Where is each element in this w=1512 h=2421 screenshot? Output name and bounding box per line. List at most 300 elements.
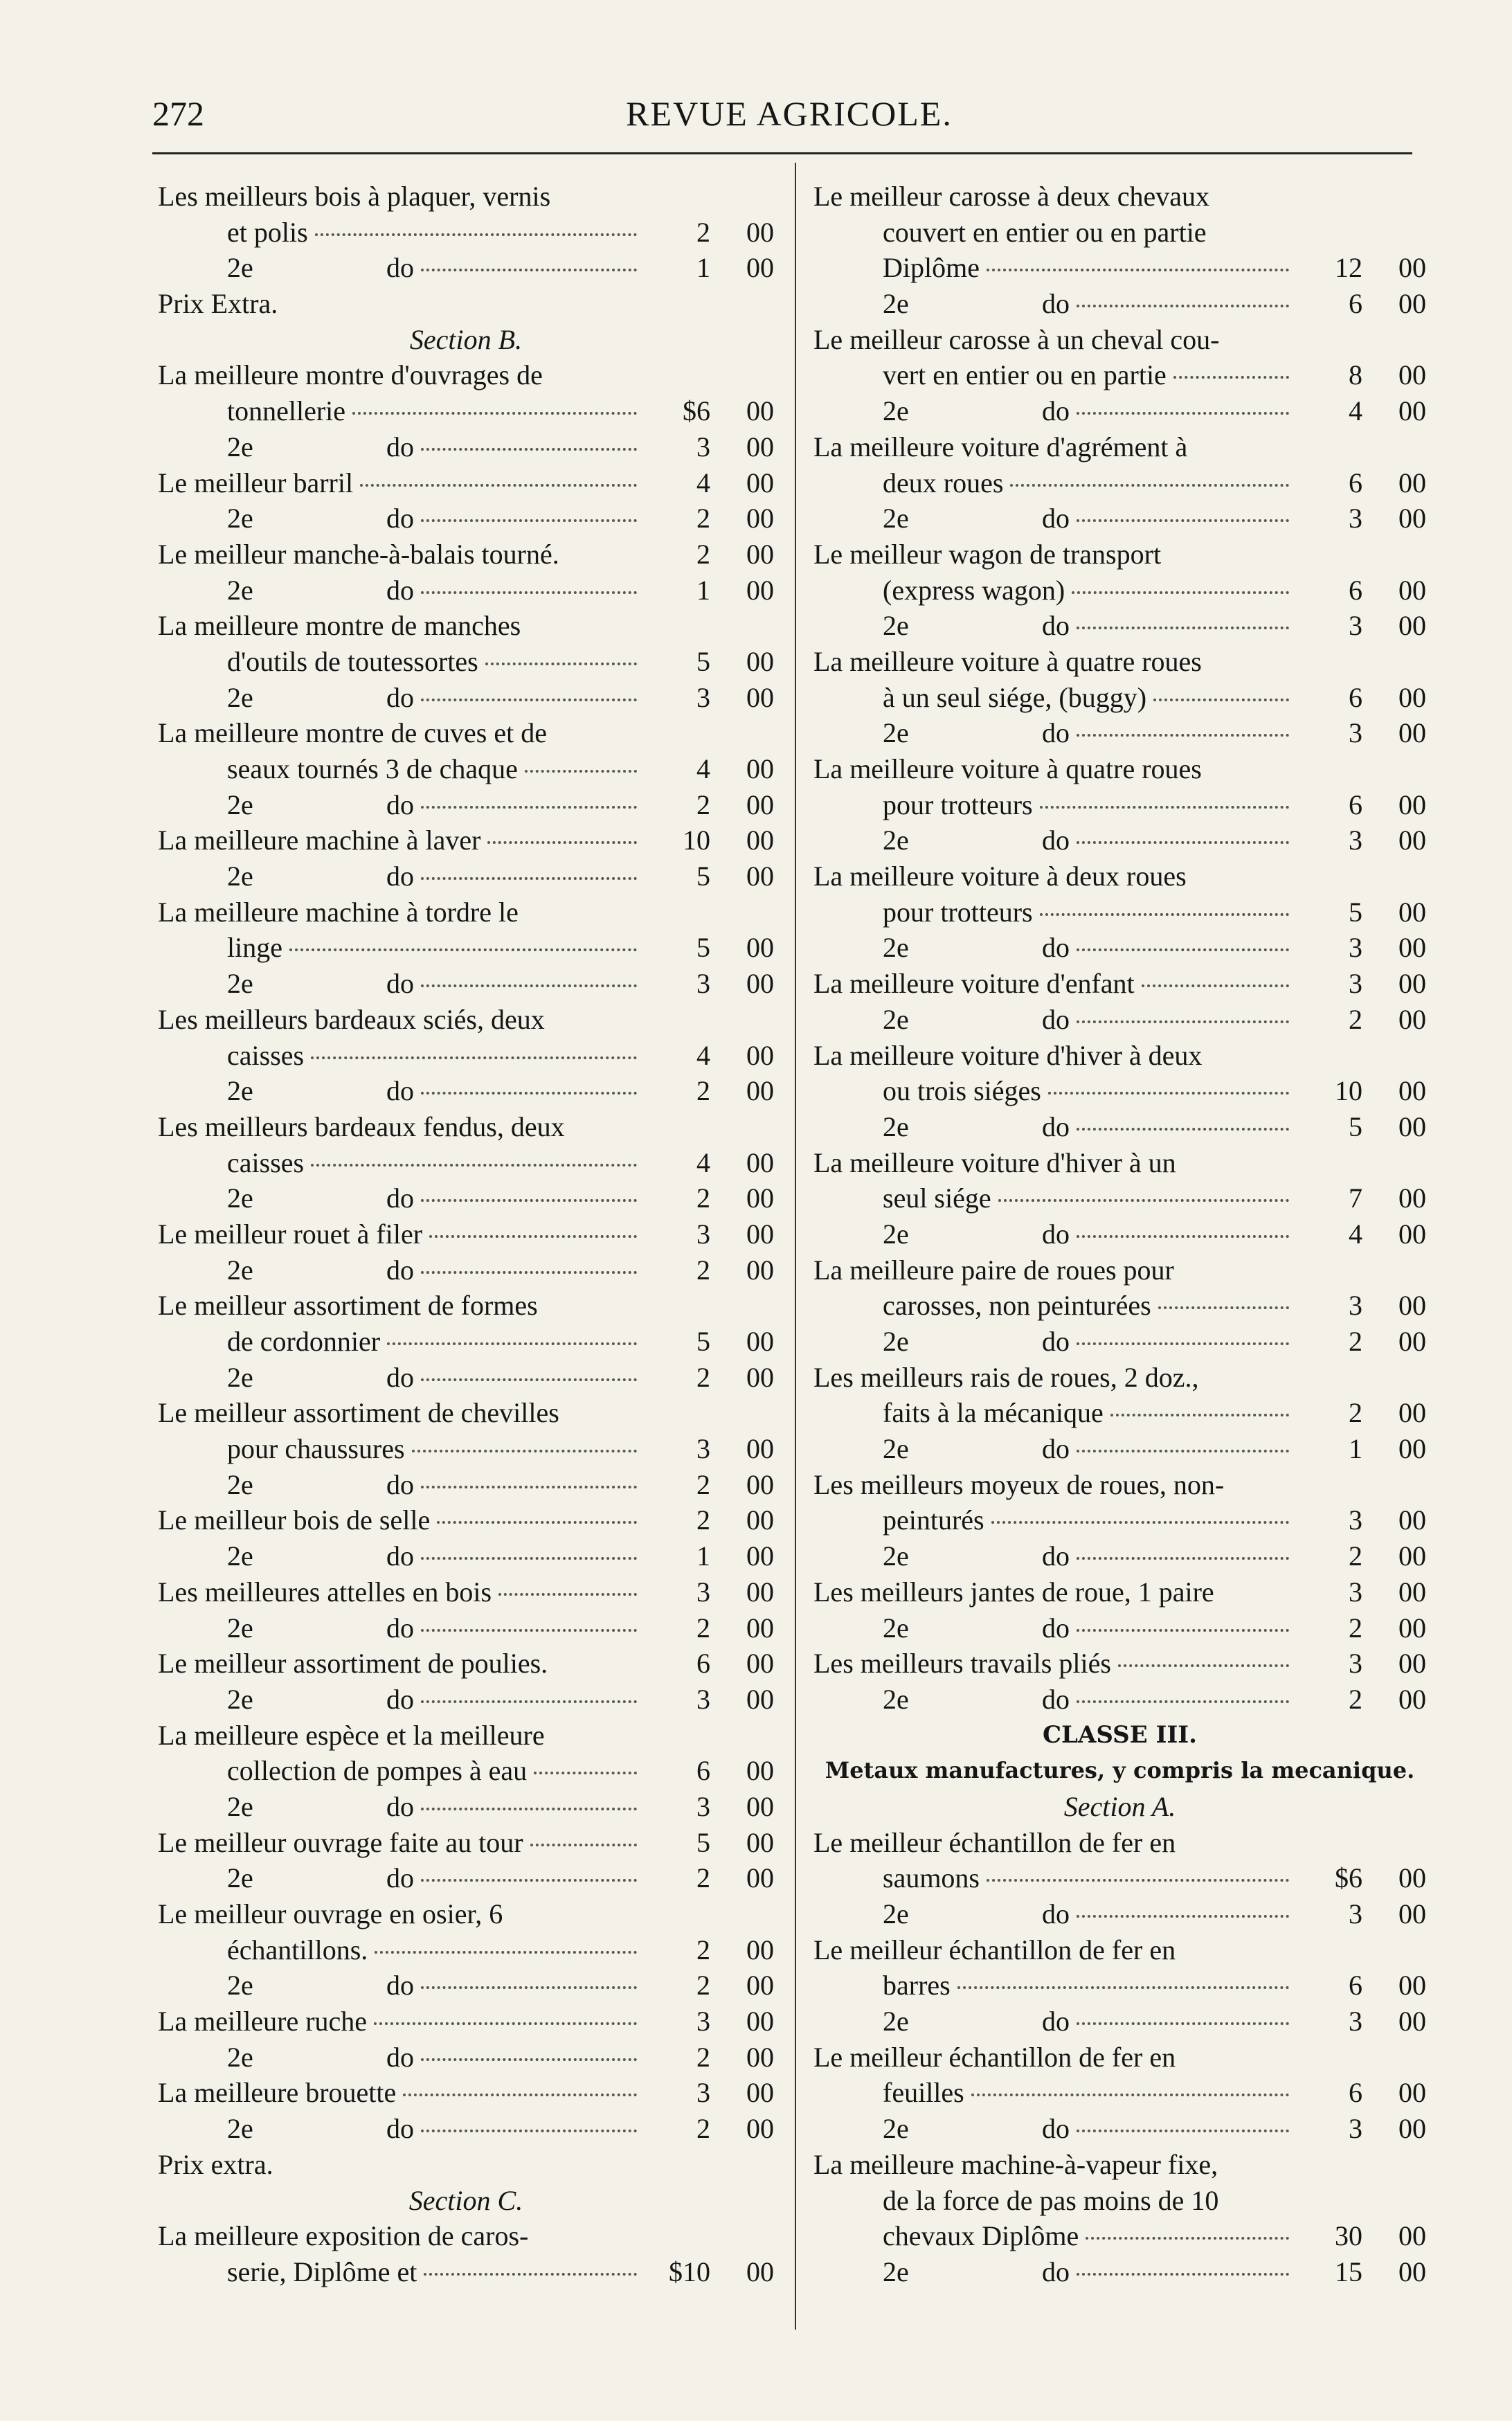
amount-cents: 00: [1398, 2077, 1426, 2109]
ditto-mark: do: [1042, 1003, 1070, 1035]
line-text: de la force de pas moins de 10: [883, 2184, 1219, 2216]
header-rule: [152, 152, 1412, 154]
dot-leader: [1077, 519, 1289, 522]
dot-leader: [311, 1164, 637, 1167]
amount-cents: 00: [1398, 2113, 1426, 2145]
amount-cents: 00: [746, 2006, 774, 2037]
amount-cents: 00: [1398, 2220, 1426, 2252]
amount-dollars: 3: [696, 1790, 710, 1822]
dot-leader: [387, 1342, 637, 1345]
dot-leader: [1077, 841, 1289, 844]
amount-dollars: 2: [696, 216, 710, 248]
line-text: La meilleure montre de manches: [158, 610, 521, 642]
rank-label: 2e: [227, 1540, 253, 1572]
amount-dollars: 3: [696, 1683, 710, 1715]
right-column: [813, 179, 1426, 2290]
prize-line: [813, 1216, 1426, 1252]
line-text: Les meilleurs moyeux de roues, non-: [813, 1468, 1225, 1500]
prize-line: [813, 822, 1426, 858]
amount-cents: 00: [746, 1683, 774, 1715]
prize-line: [158, 644, 774, 680]
dot-leader: [1110, 1414, 1289, 1416]
text-line: [813, 1467, 1426, 1503]
amount-cents: 00: [746, 645, 774, 677]
prize-description: Le meilleur assortiment de poulies.: [158, 1648, 548, 1680]
ditto-mark: do: [386, 252, 414, 284]
prize-description: faits à la mécanique: [883, 1397, 1104, 1429]
amount-cents: 00: [746, 1075, 774, 1107]
ditto-mark: do: [386, 1862, 414, 1894]
prize-amount: [642, 1180, 774, 1216]
prize-description: Le meilleur bois de selle: [158, 1504, 431, 1536]
amount-dollars: 5: [696, 932, 710, 964]
dot-leader: [1221, 1593, 1289, 1596]
ditto-mark: do: [386, 789, 414, 820]
amount-dollars: $6: [683, 395, 710, 427]
prize-line: [813, 1968, 1426, 2004]
prize-amount: [642, 1431, 774, 1467]
amount-dollars: 1: [696, 574, 710, 606]
amount-cents: 00: [746, 1182, 774, 1214]
prize-line: [158, 1467, 774, 1503]
amount-dollars: 3: [1349, 1898, 1362, 1929]
prize-amount: [642, 1073, 774, 1109]
dot-leader: [1077, 412, 1289, 415]
amount-dollars: 3: [1349, 932, 1362, 964]
prize-line: [813, 894, 1426, 930]
line-text: La meilleure machine-à-vapeur fixe,: [813, 2148, 1218, 2180]
prize-line: [158, 1180, 774, 1216]
amount-cents: 00: [1398, 503, 1426, 534]
ditto-mark: do: [1042, 288, 1070, 320]
prize-amount: [1295, 1324, 1426, 1360]
amount-dollars: 3: [696, 1218, 710, 1250]
prize-amount: [1295, 1002, 1426, 1038]
line-text: Prix Extra.: [158, 288, 278, 320]
prize-amount: [642, 2111, 774, 2147]
amount-cents: 00: [746, 1826, 774, 1858]
prize-amount: [1295, 1860, 1426, 1896]
amount-dollars: 2: [696, 1361, 710, 1393]
prize-amount: [1295, 1646, 1426, 1682]
page-number: 272: [152, 94, 204, 133]
text-line: [158, 1109, 774, 1145]
section-heading: [158, 2183, 774, 2219]
prize-amount: [642, 573, 774, 609]
dot-leader: [311, 1056, 637, 1059]
amount-dollars: 5: [696, 861, 710, 892]
amount-cents: 00: [1398, 681, 1426, 713]
amount-dollars: 6: [1349, 681, 1362, 713]
text-line: [813, 1932, 1426, 1968]
dot-leader: [421, 806, 637, 809]
amount-cents: 00: [746, 861, 774, 892]
dot-leader: [421, 519, 637, 522]
amount-dollars: 6: [696, 1648, 710, 1680]
amount-cents: 00: [746, 2041, 774, 2073]
prize-line: [813, 1180, 1426, 1216]
dot-leader: [375, 1951, 637, 1954]
amount-cents: 00: [1398, 359, 1426, 391]
prize-amount: [642, 465, 774, 501]
dot-leader: [1077, 1629, 1289, 1632]
rank-label: 2e: [883, 288, 909, 320]
prize-line: [158, 858, 774, 894]
dot-leader: [487, 841, 637, 844]
dot-leader: [1077, 1342, 1289, 1345]
line-text: La meilleure voiture d'hiver à deux: [813, 1039, 1203, 1071]
line-text: La meilleure voiture à deux roues: [813, 861, 1187, 892]
amount-cents: 00: [1398, 1290, 1426, 1322]
line-text: Le meilleur wagon de transport: [813, 538, 1162, 570]
prize-line: [158, 1574, 774, 1610]
dot-leader: [1077, 1128, 1289, 1131]
dot-leader: [421, 1700, 637, 1703]
text-line: [158, 1395, 774, 1431]
page-header: [152, 87, 1426, 142]
amount-dollars: 2: [696, 503, 710, 534]
prize-line: [158, 215, 774, 251]
ditto-mark: do: [1042, 1326, 1070, 1357]
amount-dollars: 6: [1349, 574, 1362, 606]
amount-cents: 00: [1398, 1648, 1426, 1680]
prize-line: [813, 787, 1426, 823]
line-text: Le meilleur assortiment de chevilles: [158, 1397, 559, 1429]
dot-leader: [437, 1521, 637, 1524]
prize-amount: [1295, 1109, 1426, 1145]
dot-leader: [429, 1235, 637, 1238]
prize-description: échantillons.: [227, 1934, 368, 1965]
amount-cents: 00: [746, 395, 774, 427]
prize-line: [158, 1932, 774, 1968]
amount-cents: 00: [1398, 574, 1426, 606]
prize-line: [813, 1288, 1426, 1324]
ditto-mark: do: [386, 1182, 414, 1214]
line-text: Le meilleur ouvrage en osier, 6: [158, 1898, 503, 1929]
prize-amount: [642, 1646, 774, 1682]
prize-line: [813, 680, 1426, 716]
dot-leader: [1142, 984, 1289, 987]
prize-line: [158, 1216, 774, 1252]
amount-dollars: 2: [1349, 1326, 1362, 1357]
amount-cents: 00: [1398, 2256, 1426, 2287]
amount-cents: 00: [746, 825, 774, 856]
dot-leader: [987, 1879, 1289, 1882]
dot-leader: [1077, 1235, 1289, 1238]
prize-amount: [642, 1538, 774, 1574]
prize-line: [813, 608, 1426, 644]
prize-description: Le meilleur barril: [158, 467, 354, 498]
amount-dollars: 5: [696, 1326, 710, 1357]
prize-amount: [1295, 1216, 1426, 1252]
line-text: Le meilleur échantillon de fer en: [813, 1934, 1176, 1965]
line-text: La meilleure machine à tordre le: [158, 896, 519, 928]
rank-label: 2e: [883, 1326, 909, 1357]
amount-cents: 00: [746, 1504, 774, 1536]
prize-line: [158, 1860, 774, 1896]
column-divider: [795, 163, 796, 2330]
dot-leader: [971, 2094, 1289, 2096]
rank-label: 2e: [883, 1612, 909, 1644]
dot-leader: [485, 663, 637, 665]
dot-leader: [1010, 484, 1289, 487]
rank-label: 2e: [883, 1433, 909, 1465]
amount-dollars: 6: [1349, 1970, 1362, 2001]
prize-line: [158, 537, 774, 573]
ditto-mark: do: [1042, 610, 1070, 642]
amount-cents: 00: [1398, 1218, 1426, 1250]
amount-dollars: 2: [696, 2113, 710, 2145]
amount-cents: 00: [1398, 252, 1426, 284]
amount-cents: 00: [1398, 610, 1426, 642]
prize-line: [158, 1038, 774, 1074]
amount-dollars: $10: [669, 2256, 710, 2287]
dot-leader: [1077, 305, 1289, 307]
amount-dollars: 3: [1349, 2006, 1362, 2037]
ditto-mark: do: [386, 1075, 414, 1107]
rank-label: 2e: [227, 1182, 253, 1214]
amount-dollars: 2: [696, 1075, 710, 1107]
line-text: couvert en entier ou en partie: [883, 216, 1207, 248]
rank-label: 2e: [227, 1075, 253, 1107]
amount-cents: 00: [1398, 395, 1426, 427]
rank-label: 2e: [227, 968, 253, 1000]
amount-dollars: 3: [1349, 2113, 1362, 2145]
amount-dollars: 3: [1349, 825, 1362, 856]
prize-amount: [642, 1145, 774, 1181]
prize-amount: [642, 822, 774, 858]
dot-leader: [315, 233, 637, 236]
line-text: Le meilleur échantillon de fer en: [813, 1826, 1176, 1858]
amount-cents: 00: [746, 1755, 774, 1787]
rank-label: 2e: [883, 1003, 909, 1035]
section-heading: [158, 322, 774, 358]
text-line: [813, 537, 1426, 573]
prize-line: [813, 1538, 1426, 1574]
prize-line: [158, 1610, 774, 1646]
text-line: [813, 1825, 1426, 1861]
prize-amount: [1295, 250, 1426, 286]
line-text: Le meilleur carosse à un cheval cou-: [813, 323, 1220, 355]
rank-label: 2e: [227, 252, 253, 284]
ditto-mark: do: [386, 1790, 414, 1822]
amount-dollars: $6: [1335, 1862, 1362, 1894]
amount-cents: 00: [746, 467, 774, 498]
text-line: [158, 608, 774, 644]
amount-cents: 00: [1398, 1612, 1426, 1644]
dot-leader: [421, 448, 637, 451]
amount-dollars: 5: [1349, 896, 1362, 928]
dot-leader: [421, 699, 637, 701]
prize-line: [813, 1646, 1426, 1682]
prize-description: La meilleure brouette: [158, 2077, 397, 2109]
prize-description: La meilleure ruche: [158, 2006, 368, 2037]
amount-dollars: 6: [1349, 789, 1362, 820]
prize-line: [158, 1360, 774, 1396]
amount-cents: 00: [746, 1862, 774, 1894]
prize-description: caisses: [227, 1146, 305, 1178]
amount-cents: 00: [746, 2256, 774, 2287]
rank-label: 2e: [227, 1970, 253, 2001]
text-line: [158, 1896, 774, 1932]
amount-cents: 00: [1398, 1898, 1426, 1929]
amount-cents: 00: [1398, 1182, 1426, 1214]
amount-dollars: 6: [696, 1755, 710, 1787]
amount-cents: 00: [1398, 896, 1426, 928]
amount-dollars: 30: [1335, 2220, 1362, 2252]
class-heading: [813, 1718, 1426, 1754]
dot-leader: [1086, 2237, 1289, 2240]
prize-line: [158, 573, 774, 609]
prize-description: tonnellerie: [227, 395, 346, 427]
text-line: [158, 894, 774, 930]
prize-amount: [642, 1360, 774, 1396]
dot-leader: [1077, 948, 1289, 951]
prize-amount: [642, 966, 774, 1002]
prize-description: feuilles: [883, 2077, 964, 2109]
amount-cents: 00: [1398, 1397, 1426, 1429]
amount-dollars: 2: [696, 2041, 710, 2073]
ditto-mark: do: [1042, 1898, 1070, 1929]
prize-amount: [642, 1252, 774, 1288]
dot-leader: [1077, 627, 1289, 629]
prize-line: [158, 1431, 774, 1467]
rank-label: 2e: [883, 1110, 909, 1142]
dot-leader: [289, 948, 637, 951]
ditto-mark: do: [1042, 825, 1070, 856]
prize-line: [158, 1324, 774, 1360]
text-line: [158, 1288, 774, 1324]
dot-leader: [1173, 376, 1289, 379]
amount-cents: 00: [1398, 1540, 1426, 1572]
amount-cents: 00: [746, 574, 774, 606]
prize-amount: [642, 250, 774, 286]
prize-line: [813, 393, 1426, 429]
dot-leader: [1072, 591, 1289, 594]
amount-dollars: 10: [1335, 1075, 1362, 1107]
dot-leader: [374, 2022, 637, 2025]
prize-line: [813, 1109, 1426, 1145]
prize-amount: [1295, 501, 1426, 537]
dot-leader: [403, 2094, 637, 2096]
prize-description: saumons: [883, 1862, 980, 1894]
amount-cents: 00: [746, 431, 774, 462]
prize-amount: [1295, 1538, 1426, 1574]
text-line: [813, 1038, 1426, 1074]
line-text: La meilleure voiture d'hiver à un: [813, 1146, 1176, 1178]
amount-cents: 00: [746, 216, 774, 248]
amount-cents: 00: [746, 1468, 774, 1500]
amount-cents: 00: [1398, 2006, 1426, 2037]
text-line: [813, 215, 1426, 251]
line-text: Les meilleurs bardeaux sciés, deux: [158, 1003, 545, 1035]
ditto-mark: do: [1042, 1612, 1070, 1644]
prize-description: Les meilleures attelles en bois: [158, 1576, 492, 1608]
dot-leader: [1077, 1700, 1289, 1703]
dot-leader: [957, 1986, 1289, 1989]
dot-leader: [1158, 1306, 1289, 1309]
amount-dollars: 2: [1349, 1003, 1362, 1035]
rank-label: 2e: [883, 932, 909, 964]
line-text: Le meilleur carosse à deux chevaux: [813, 181, 1209, 212]
section-heading: [813, 1789, 1426, 1825]
dot-leader: [1048, 1092, 1289, 1095]
prize-description: pour trotteurs: [883, 896, 1033, 928]
dot-leader: [421, 1199, 637, 1202]
ditto-mark: do: [1042, 717, 1070, 749]
text-line: [813, 322, 1426, 358]
amount-dollars: 12: [1335, 252, 1362, 284]
ditto-mark: do: [1042, 1683, 1070, 1715]
amount-dollars: 6: [1349, 2077, 1362, 2109]
text-line: [158, 1002, 774, 1038]
ditto-mark: do: [386, 2113, 414, 2145]
dot-leader: [424, 2273, 637, 2276]
prize-amount: [1295, 1896, 1426, 1932]
prize-amount: [642, 1753, 774, 1789]
prize-line: [813, 2218, 1426, 2254]
rank-label: 2e: [227, 1254, 253, 1286]
prize-amount: [1295, 357, 1426, 393]
prize-amount: [1295, 1968, 1426, 2004]
ditto-mark: do: [1042, 1110, 1070, 1142]
text-line: [813, 858, 1426, 894]
amount-dollars: 4: [1349, 395, 1362, 427]
prize-description: Diplôme: [883, 252, 980, 284]
amount-cents: 00: [746, 968, 774, 1000]
amount-dollars: 3: [1349, 968, 1362, 1000]
prize-line: [813, 1610, 1426, 1646]
dot-leader: [987, 269, 1289, 271]
prize-line: [158, 787, 774, 823]
text-line: [158, 286, 774, 322]
amount-cents: 00: [746, 2077, 774, 2109]
prize-line: [813, 573, 1426, 609]
ditto-mark: do: [1042, 1540, 1070, 1572]
prize-amount: [642, 1038, 774, 1074]
dot-leader: [1153, 699, 1289, 701]
prize-amount: [642, 2254, 774, 2290]
class-subtitle: Metaux manufactures, y compris la mecanique.: [825, 1757, 1415, 1784]
prize-line: [813, 286, 1426, 322]
ditto-mark: do: [1042, 932, 1070, 964]
prize-line: [158, 429, 774, 465]
line-text: Les meilleurs bardeaux fendus, deux: [158, 1110, 565, 1142]
prize-description: pour trotteurs: [883, 789, 1033, 820]
rank-label: 2e: [227, 1468, 253, 1500]
prize-line: [813, 250, 1426, 286]
line-text: La meilleure montre de cuves et de: [158, 717, 547, 749]
amount-cents: 00: [746, 1361, 774, 1393]
prize-line: [158, 465, 774, 501]
prize-amount: [642, 1789, 774, 1825]
prize-amount: [642, 644, 774, 680]
amount-cents: 00: [1398, 1504, 1426, 1536]
rank-label: 2e: [883, 1218, 909, 1250]
amount-dollars: 4: [696, 753, 710, 784]
rank-label: 2e: [227, 2113, 253, 2145]
rank-label: 2e: [883, 610, 909, 642]
amount-dollars: 3: [1349, 503, 1362, 534]
prize-line: [158, 2040, 774, 2076]
dot-leader: [421, 1271, 637, 1274]
amount-cents: 00: [746, 1576, 774, 1608]
prize-amount: [642, 2004, 774, 2040]
rank-label: 2e: [227, 2041, 253, 2073]
amount-cents: 00: [746, 252, 774, 284]
dot-leader: [421, 591, 637, 594]
ditto-mark: do: [386, 1683, 414, 1715]
